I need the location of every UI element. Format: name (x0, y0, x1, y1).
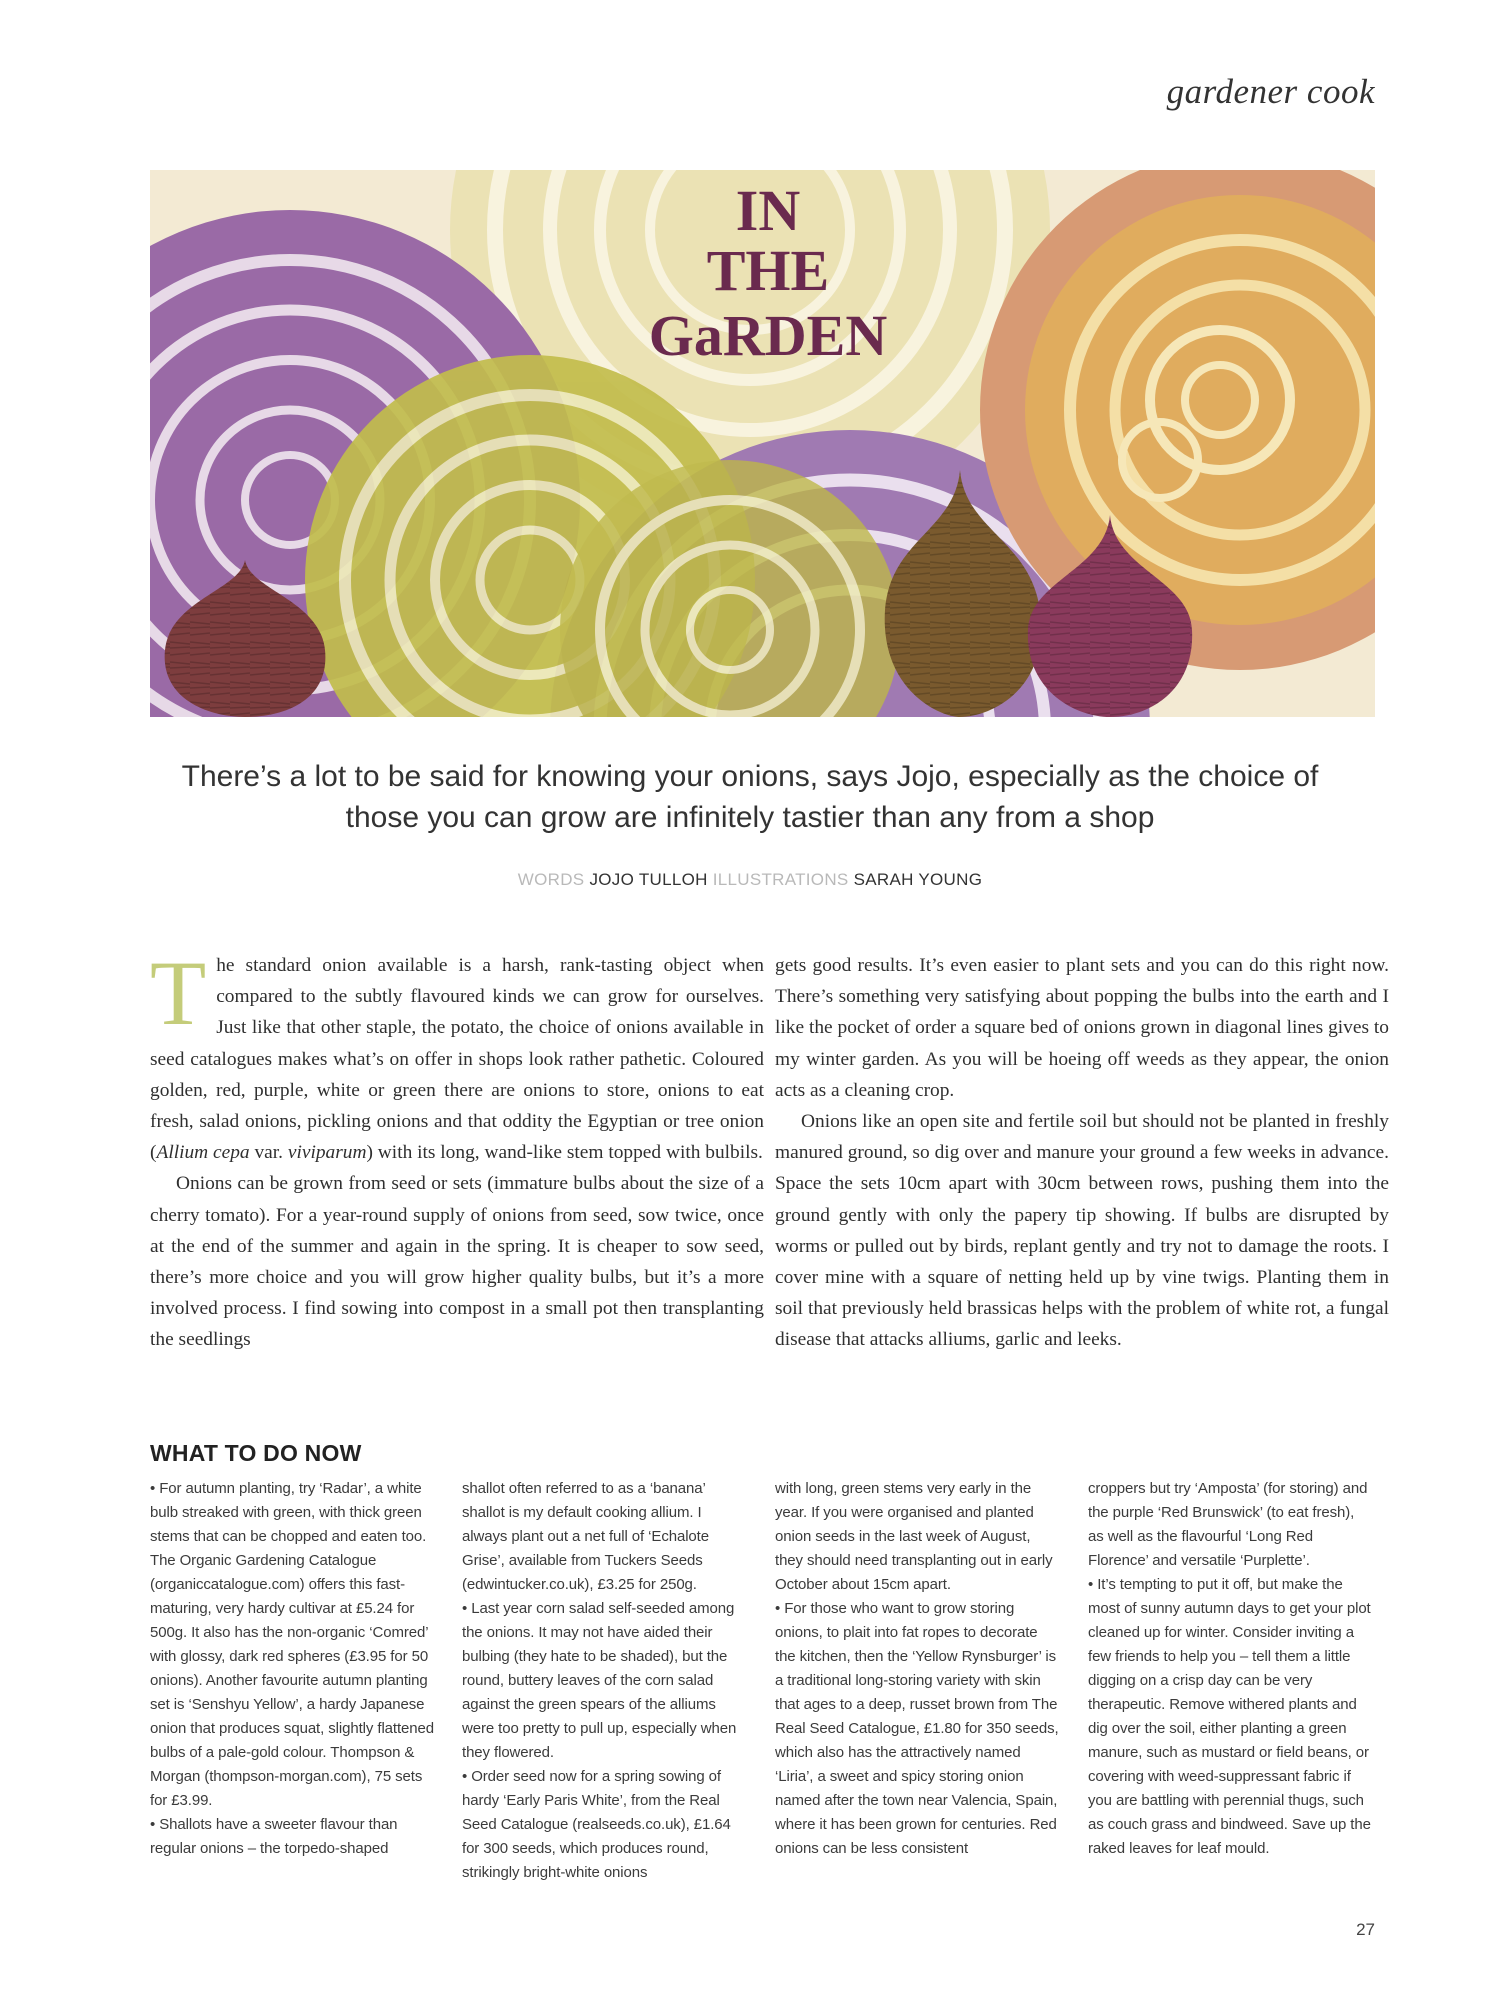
article-column-left (150, 942, 764, 1356)
tip-text: • It’s tempting to put it off, but make the most of sunny autumn days to get your plot cleaned up for winter. Consider inviting a few friends to help you – tell them a little digging on a crisp day can be very therapeutic. Remove withered plants and dig over the soil, either planting a green manure, such as mustard or field beans, or covering with weed-suppressant fabric if you are battling with perennial thugs, such as couch grass and bindweed. Save up the raked leaves for leaf mould. (1088, 1576, 1371, 1857)
what-to-do-column-4 (1088, 1477, 1373, 1861)
what-to-do-column-1 (150, 1477, 435, 1861)
latin-name: Allium cepa (156, 1142, 250, 1164)
tip-text: shallot often referred to as a ‘banana’ shallot is my default cooking allium. I always plant out a net full of ‘Echalote Grise’, available from Tuckers Seeds (edwintucker.co.uk), £3.25 for 250g. (462, 1480, 709, 1593)
illustrations-name: SARAH YOUNG (853, 870, 983, 889)
credits (150, 870, 1350, 890)
tip-text: with long, green stems very early in the year. If you were organised and planted onion seeds in the last week of August, they should need transplanting out in early October about 15cm apart. (775, 1480, 1053, 1593)
onion-illustration (150, 170, 1375, 717)
what-to-do-column-3 (775, 1477, 1060, 1861)
standfirst: There’s a lot to be said for knowing your onions, says Jojo, especially as the choice of those you can grow are infinitely tastier than any from a shop (181, 760, 1319, 834)
words-name: JOJO TULLOH (589, 870, 708, 889)
hero-title-line1: IN (735, 178, 801, 243)
hero-title-line3: GaRDEN (648, 303, 888, 368)
hero-title-line2: THE (706, 238, 830, 303)
what-to-do-heading: WHAT TO DO NOW (150, 1440, 362, 1466)
hero-illustration (150, 170, 1375, 717)
tip-text: • For those who want to grow storing onions, to plait into fat ropes to decorate the kitchen, then the ‘Yellow Rynsburger’ is a traditional long-storing variety with skin that ages to a deep, russet brown from The Real Seed Catalogue, £1.80 for 350 seeds, which also has the attractively named ‘Liria’, a sweet and spicy storing onion named after the town near Valencia, Spain, where it has been grown for centuries. Red onions can be less consistent (775, 1600, 1059, 1857)
tip-text: croppers but try ‘Amposta’ (for storing) and the purple ‘Red Brunswick’ (to eat fresh), as well as the flavourful ‘Long Red Florence’ and versatile ‘Purplette’. (1088, 1480, 1368, 1569)
drop-cap: T (150, 942, 207, 1044)
words-label: WORDS (517, 870, 585, 889)
paragraph-text: he standard onion available is a harsh, rank-tasting object when compared to the subtly flavoured kinds we can grow for ourselves. Just like that other staple, the potato, the choice of onions available in seed catalogues makes what’s on offer in shops look rather pathetic. Coloured golden, red, purple, white or green there are onions to store, onions to eat fresh, salad onions, pickling onions and that oddity the Egyptian or tree onion ( (150, 955, 764, 1164)
illustrations-label: ILLUSTRATIONS (712, 870, 849, 889)
paragraph-text: ) with its long, wand-like stem topped with bulbils. (366, 1142, 763, 1164)
latin-name: viviparum (287, 1142, 367, 1164)
tip-text: • For autumn planting, try ‘Radar’, a white bulb streaked with green, with thick green stems that can be chopped and eaten too. The Organic Gardening Catalogue (organiccatalogue.com) offers this fast-maturing, very hardy cultivar at £5.24 for 500g. It also has the non-organic ‘Comred’ with glossy, dark red spheres (£3.95 for 50 onions). Another favourite autumn planting set is ‘Senshyu Yellow’, a hardy Japanese onion that produces squat, slightly flattened bulbs of a pale-gold colour. Thompson & Morgan (thompson-morgan.com), 75 sets for £3.99. (150, 1480, 435, 1809)
tip-text: • Last year corn salad self-seeded among the onions. It may not have aided their bulbing (they hate to be shaded), but the round, buttery leaves of the corn salad against the green spears of the alliums were too pretty to pull up, especially when they flowered. (462, 1600, 737, 1761)
article-paragraph (150, 942, 764, 1168)
tip-text: • Order seed now for a spring sowing of hardy ‘Early Paris White’, from the Real Seed Catalogue (realseeds.co.uk), £1.64 for 300 seeds, which produces round, strikingly bright-white onions (462, 1768, 731, 1881)
tip-text: • Shallots have a sweeter flavour than regular onions – the torpedo-shaped (150, 1816, 398, 1857)
article-paragraph: Onions can be grown from seed or sets (immature bulbs about the size of a cherry tomato). For a year-round supply of onions from seed, sow twice, once at the end of the summer and again in the spring. It is cheaper to sow seed, there’s more choice and you will grow higher quality bulbs, but it’s a more involved process. I find sowing into compost in a small pot then transplanting the seedlings (150, 1173, 764, 1351)
paragraph-text: var. (249, 1142, 288, 1164)
what-to-do-column-2 (462, 1477, 747, 1885)
article-column-right (775, 950, 1389, 1356)
section-label: gardener cook (1166, 72, 1375, 111)
page-number: 27 (1356, 1920, 1375, 1939)
article-paragraph: Onions like an open site and fertile soil but should not be planted in freshly manured ground, so dig over and manure your ground a few weeks in advance. Space the sets 10cm apart with 30cm between rows, pushing them into the ground gently with only the papery tip showing. If bulbs are disrupted by worms or pulled out by birds, replant gently and try not to damage the roots. I cover mine with a square of netting held up by vine twigs. Planting them in soil that previously held brassicas helps with the problem of white rot, a fungal disease that attacks alliums, garlic and leeks. (775, 1111, 1389, 1351)
article-paragraph: gets good results. It’s even easier to plant sets and you can do this right now. There’s something very satisfying about popping the bulbs into the earth and I like the pocket of order a square bed of onions grown in diagonal lines gives to my winter garden. As you will be hoeing off weeds as they appear, the onion acts as a cleaning crop. (775, 955, 1389, 1101)
